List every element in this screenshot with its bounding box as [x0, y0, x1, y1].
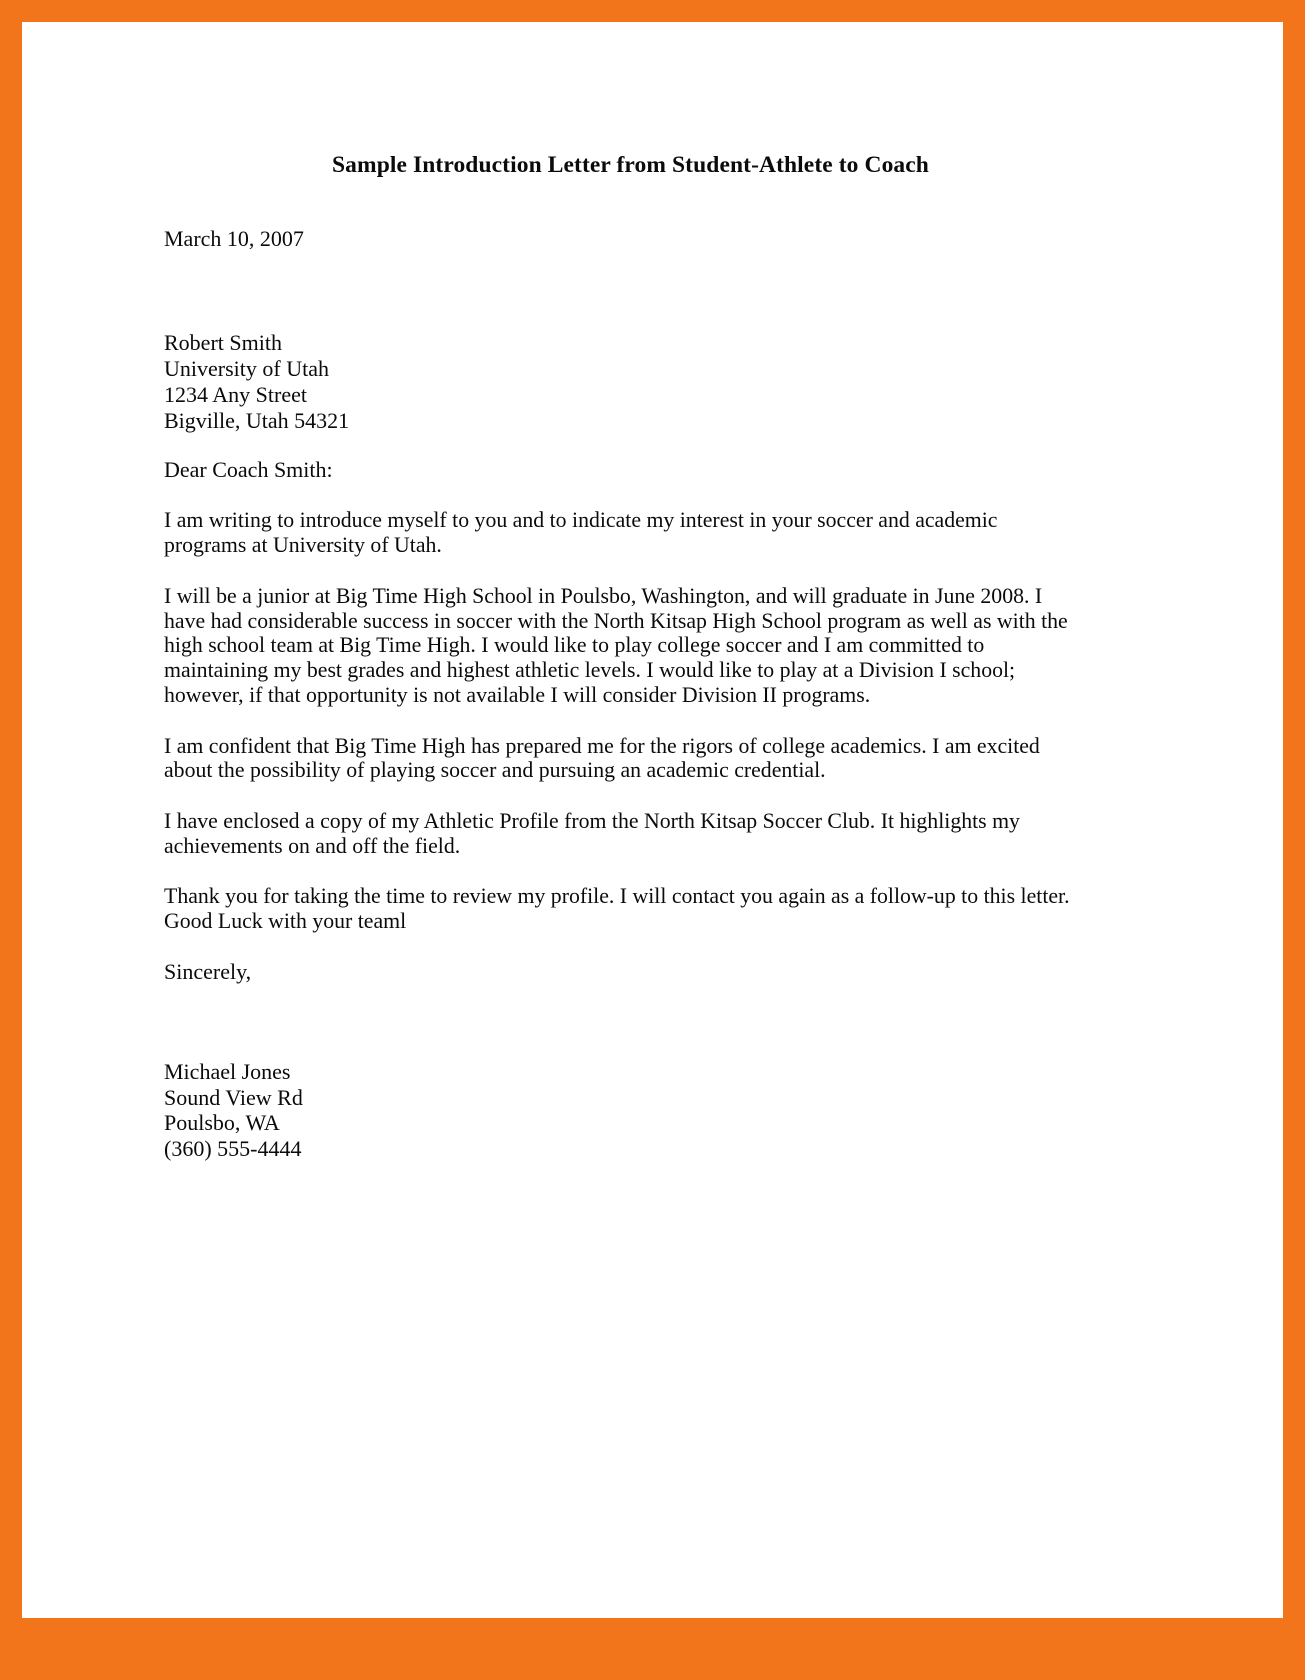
body-paragraph-3: I am confident that Big Time High has prepared me for the rigors of college academics. I am excited about the possibility of playing soccer and pursuing an academic credential. [164, 733, 1040, 783]
sender-street: Sound View Rd [164, 1084, 303, 1110]
sender-phone: (360) 555-4444 [164, 1136, 302, 1162]
page-title: Sample Introduction Letter from Student-Athlete to Coach [332, 152, 929, 178]
sender-name: Michael Jones [164, 1058, 291, 1084]
body-paragraph-4: I have enclosed a copy of my Athletic Profile from the North Kitsap Soccer Club. It highlights my achievements on and off the field. [164, 808, 1020, 858]
signature-block [164, 1059, 1079, 1163]
letter-content [164, 152, 1079, 1162]
recipient-street: 1234 Any Street [164, 381, 307, 407]
recipient-address-block [164, 330, 1079, 434]
recipient-city-state-zip: Bigville, Utah 54321 [164, 407, 350, 433]
body-paragraph-5: Thank you for taking the time to review my profile. I will contact you again as a follow-up to this letter. Good Luck with your teaml [164, 884, 1070, 934]
letter-date: March 10, 2007 [164, 226, 304, 252]
closing-salutation: Sincerely, [164, 958, 252, 984]
salutation: Dear Coach Smith: [164, 456, 333, 482]
body-paragraph-2: I will be a junior at Big Time High School in Poulsbo, Washington, and will graduate in June 2008. I have had considerable success in soccer with the North Kitsap High School program as well as with the high school team at Big Time High. I would like to play college soccer and I am committed to maintaining my best grades and highest athletic levels. I would like to play at a Division I school; however, if that opportunity is not available I will consider Division II programs. [164, 583, 1068, 707]
letter-page [22, 22, 1283, 1618]
recipient-organization: University of Utah [164, 355, 329, 381]
sender-city-state: Poulsbo, WA [164, 1110, 280, 1136]
recipient-name: Robert Smith [164, 329, 282, 355]
body-paragraph-1: I am writing to introduce myself to you and to indicate my interest in your soccer and academic programs at University of Utah. [164, 508, 998, 558]
